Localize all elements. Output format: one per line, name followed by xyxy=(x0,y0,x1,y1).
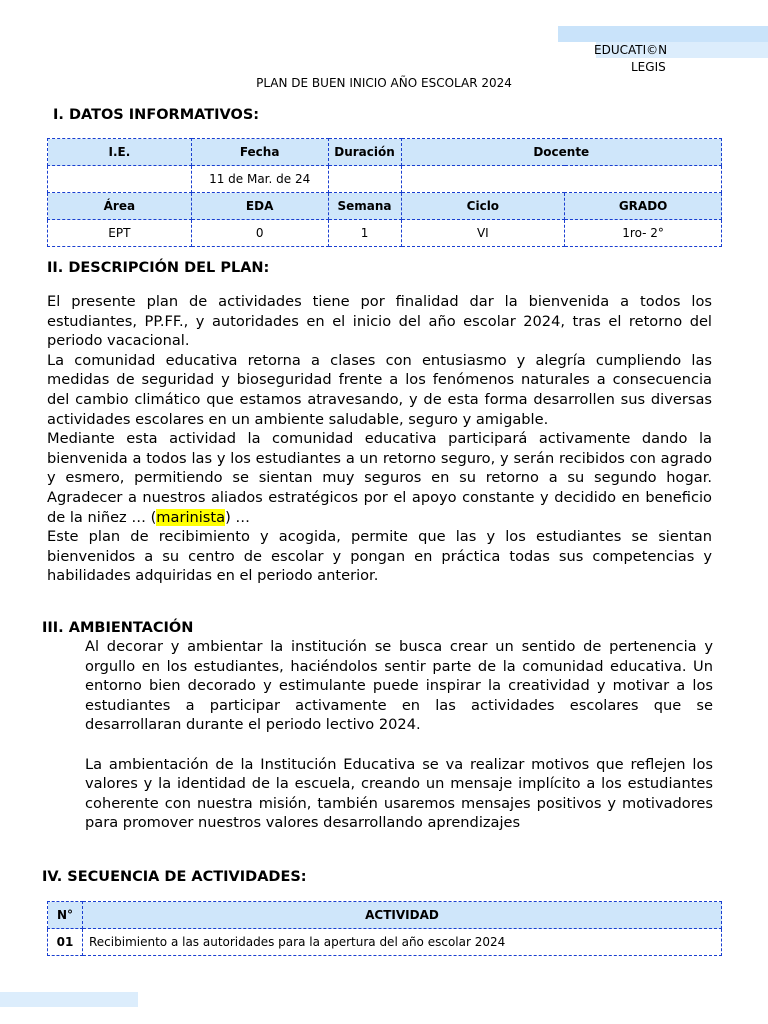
info-value-row-2 xyxy=(48,220,722,247)
header-actividad: ACTIVIDAD xyxy=(83,902,722,929)
value-duracion xyxy=(328,166,401,193)
info-table xyxy=(47,138,722,247)
footer-bar xyxy=(0,992,138,1007)
ambientacion-block xyxy=(85,637,713,833)
info-value-row-1 xyxy=(48,166,722,193)
header-duracion: Duración xyxy=(328,139,401,166)
section-heading-descripcion: II. DESCRIPCIÓN DEL PLAN: xyxy=(47,260,270,276)
header-eda: EDA xyxy=(191,193,328,220)
activities-header-row xyxy=(48,902,722,929)
info-header-row-2 xyxy=(48,193,722,220)
table-row xyxy=(48,929,722,956)
header-ciclo: Ciclo xyxy=(401,193,565,220)
value-semana: 1 xyxy=(328,220,401,247)
brand-line-1: EDUCATI©N xyxy=(594,43,668,57)
section-heading-secuencia: IV. SECUENCIA DE ACTIVIDADES: xyxy=(42,869,307,885)
description-paragraph-1: El presente plan de actividades tiene por finalidad dar la bienvenida a todos los estudiantes, PP.FF., y autoridades en el inicio del año escolar 2024, tras el retorno del periodo vacacional. xyxy=(47,293,712,350)
header-semana: Semana xyxy=(328,193,401,220)
info-header-row-1 xyxy=(48,139,722,166)
document-title: PLAN DE BUEN INICIO AÑO ESCOLAR 2024 xyxy=(256,76,512,90)
activity-text: Recibimiento a las autoridades para la apertura del año escolar 2024 xyxy=(83,929,722,956)
description-p3-end: ) … xyxy=(225,508,251,526)
description-paragraph-3 xyxy=(47,429,712,527)
value-fecha: 11 de Mar. de 24 xyxy=(191,166,328,193)
value-area: EPT xyxy=(48,220,192,247)
header-numero: N° xyxy=(48,902,83,929)
activity-number: 01 xyxy=(48,929,83,956)
header-fecha: Fecha xyxy=(191,139,328,166)
value-ie xyxy=(48,166,192,193)
description-block xyxy=(47,292,712,586)
value-ciclo: VI xyxy=(401,220,565,247)
section-heading-ambientacion: III. AMBIENTACIÓN xyxy=(42,620,194,636)
value-eda: 0 xyxy=(191,220,328,247)
header-docente: Docente xyxy=(401,139,722,166)
highlighted-word: marinista xyxy=(156,508,226,526)
ambientacion-paragraph-1: Al decorar y ambientar la institución se busca crear un sentido de pertenencia y orgullo en los estudiantes, haciéndolos sentir parte de la comunidad educativa. Un entorno bien decorado y estimulante puede inspirar la creatividad y motivar a los estudiantes a participar activamente en las actividades escolares que se desarrollaran durante el periodo lectivo 2024. xyxy=(85,638,713,734)
header-ie: I.E. xyxy=(48,139,192,166)
section-heading-datos: I. DATOS INFORMATIVOS: xyxy=(53,107,260,123)
paragraph-spacer xyxy=(85,735,713,755)
header-brand-bar xyxy=(558,26,768,42)
header-grado: GRADO xyxy=(565,193,722,220)
description-paragraph-2: La comunidad educativa retorna a clases con entusiasmo y alegría cumpliendo las medidas de seguridad y bioseguridad frente a los fenómenos naturales a consecuencia del cambio climático que estamos atravesando, y de esta forma desarrollen sus diversas actividades escolares en un ambiente saludable, seguro y amigable. xyxy=(47,351,712,428)
brand-line-2: LEGIS xyxy=(631,60,666,74)
value-grado: 1ro- 2° xyxy=(565,220,722,247)
header-area: Área xyxy=(48,193,192,220)
value-docente xyxy=(401,166,722,193)
activities-table xyxy=(47,901,722,956)
description-p3-text: Mediante esta actividad la comunidad educativa participará activamente dando la bienvenida a todos las y los estudiantes a un retorno seguro, y serán recibidos con agrado y esmero, permitiendo se sientan muy seguros en su retorno a su segundo hogar. Agradecer a nuestros aliados estratégicos por el apoyo constante y decidido en beneficio de la niñez … ( xyxy=(47,430,712,526)
description-paragraph-4: Este plan de recibimiento y acogida, permite que las y los estudiantes se sientan bienvenidos a su centro de escolar y pongan en práctica todas sus competencias y habilidades adquiridas en el periodo anterior. xyxy=(47,528,712,585)
ambientacion-paragraph-2: La ambientación de la Institución Educativa se va realizar motivos que reflejen los valores y la identidad de la escuela, creando un mensaje implícito a los estudiantes coherente con nuestra misión, también usaremos mensajes positivos y motivadores para promover nuestros valores desarrollando aprendizajes xyxy=(85,755,713,832)
